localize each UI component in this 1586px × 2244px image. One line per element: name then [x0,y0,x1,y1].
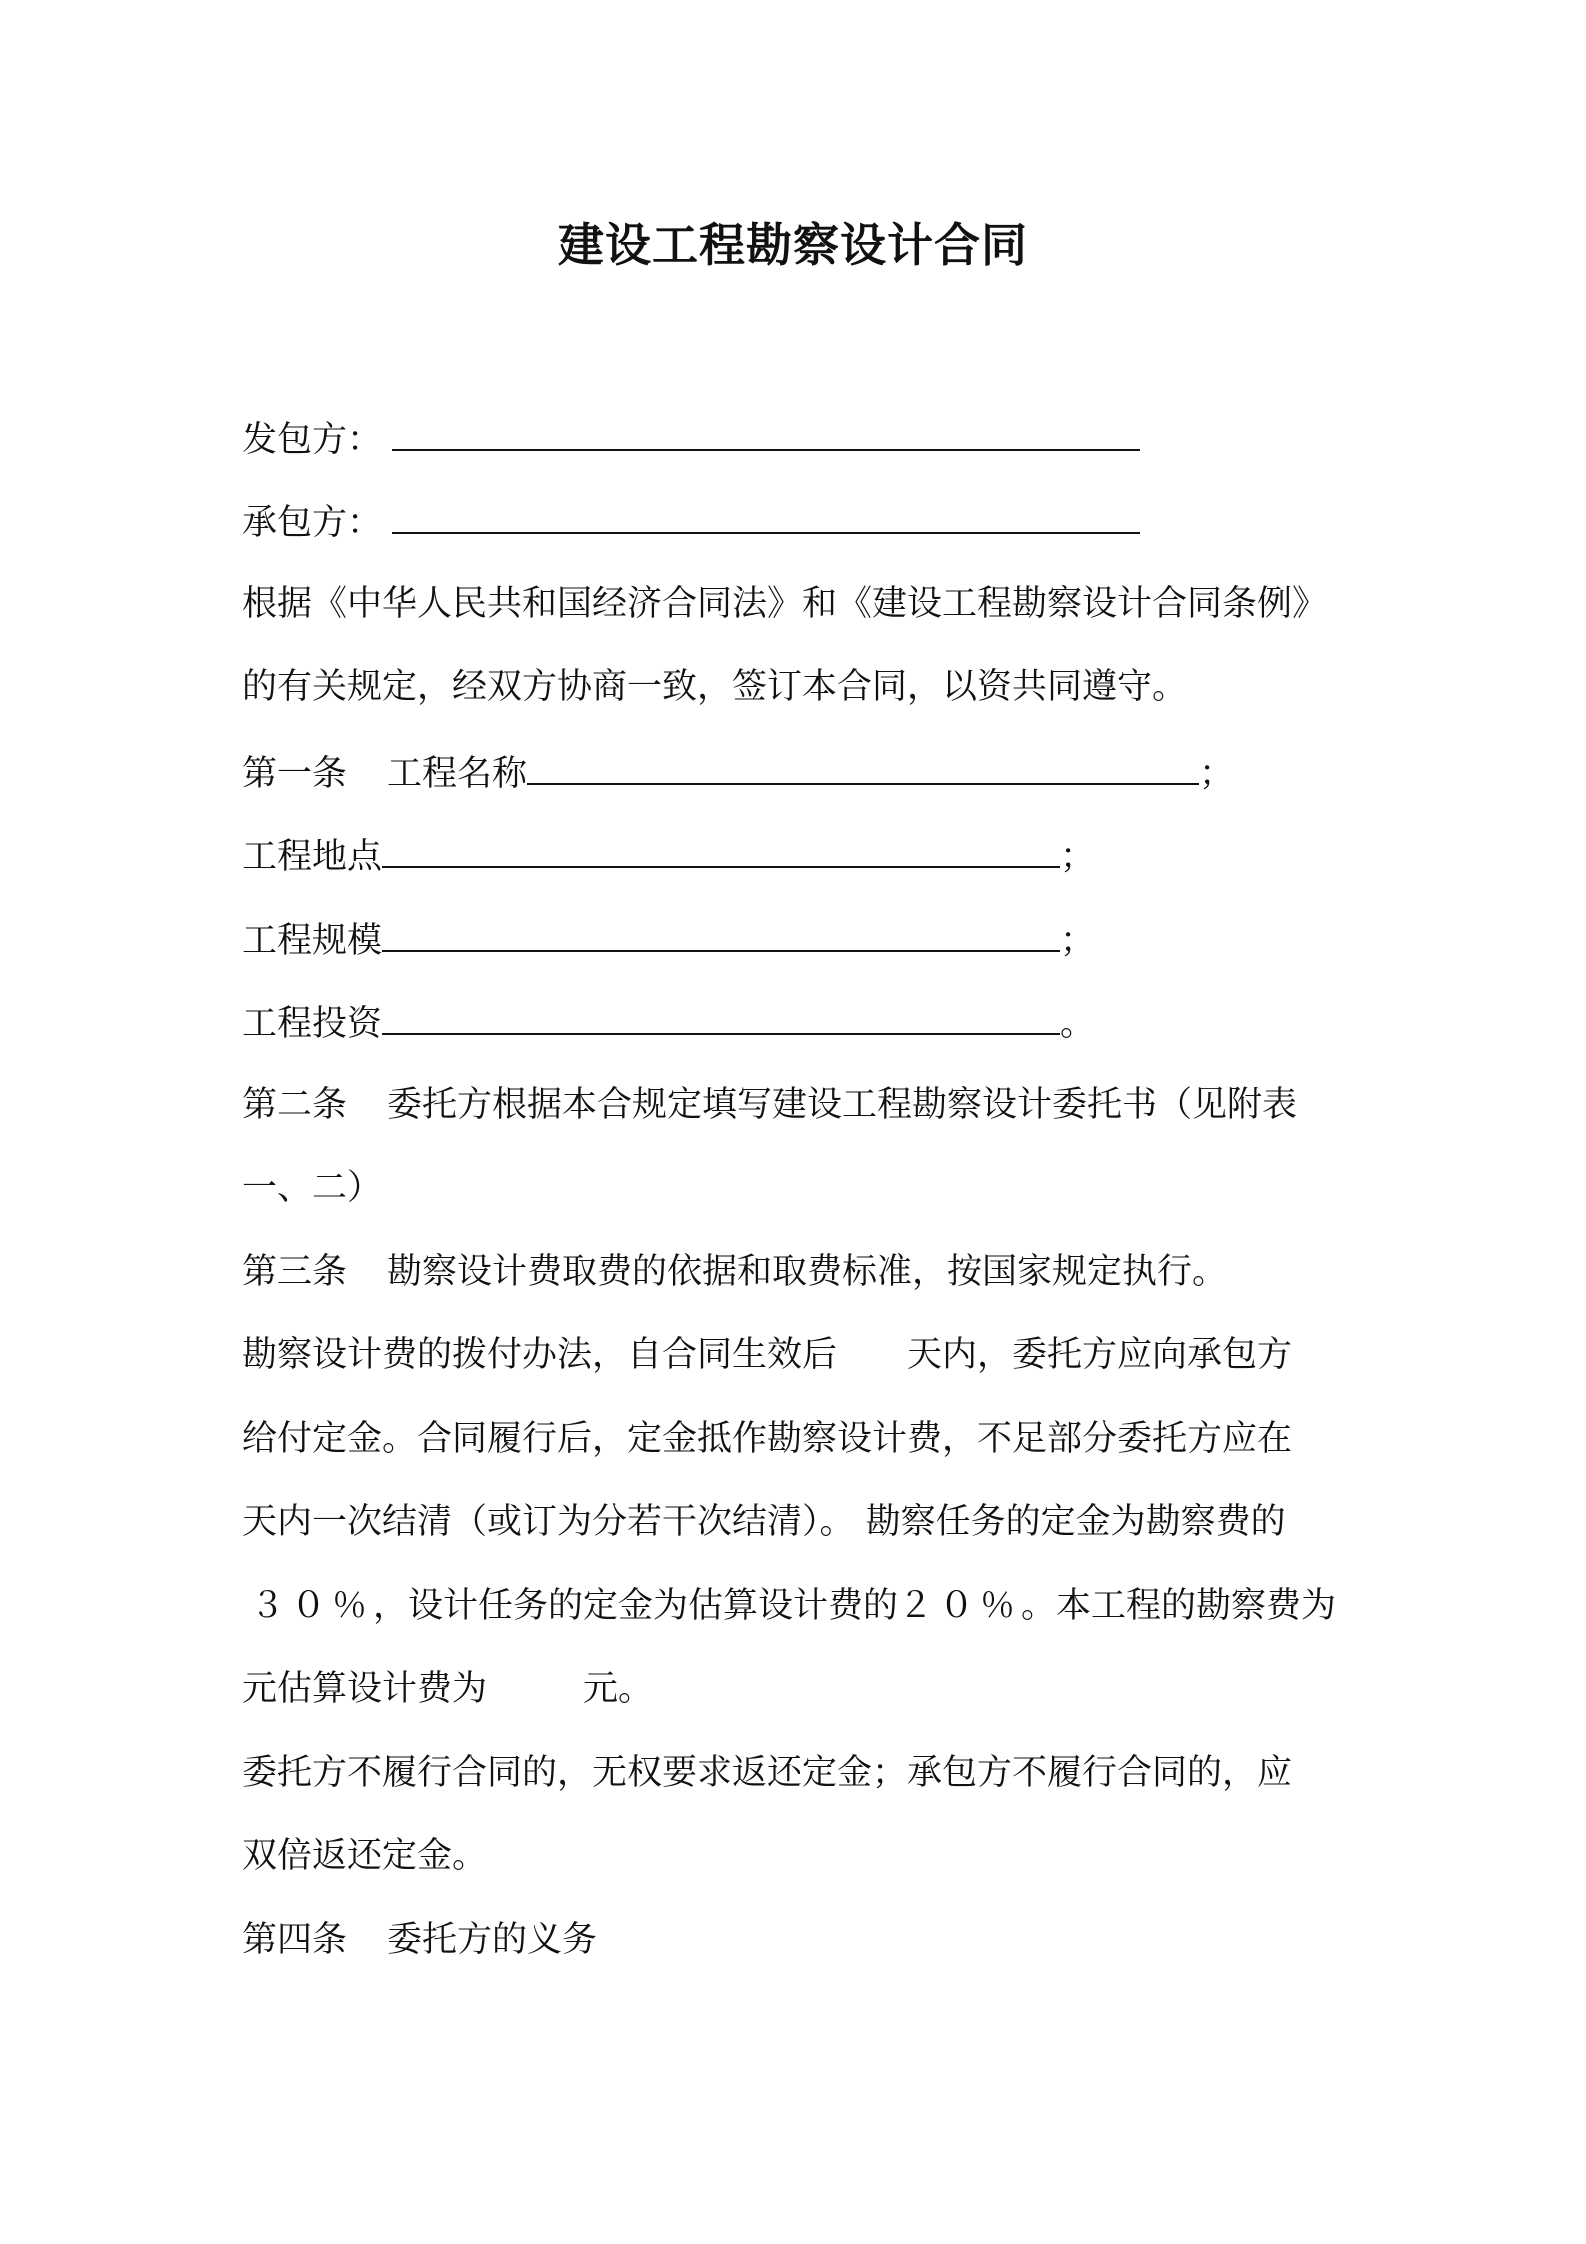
project-investment-label: 工程投资 [242,1004,383,1044]
article2-heading: 第二条 [242,1085,348,1125]
payment-text-a: 勘察设计费的拨付办法，自合同生效后 [242,1335,838,1375]
project-scale-blank[interactable] [382,914,1060,952]
breach-line-1: 委托方不履行合同的，无权要求返还定金；承包方不履行合同的，应 [242,1753,1293,1793]
payment-text-b: 天内，委托方应向承包方 [907,1335,1293,1375]
project-location-end: ； [1060,837,1096,877]
party-a-label: 发包方： [242,420,383,460]
article2-line-2: 一、二） [242,1168,383,1208]
design-deposit-rate: ２０％ [898,1586,1022,1626]
project-investment-blank[interactable] [382,997,1060,1035]
article3-line-1 [242,1248,1227,1296]
article1-heading: 第一条 [242,754,348,794]
payment-text-e: 元估算设计费为 [242,1669,488,1709]
project-name-label: 工程名称 [387,754,528,794]
article3-heading: 第三条 [242,1252,348,1292]
payment-line-5 [242,1665,653,1713]
payment-text-c: ，设计任务的定金为估算设计费的 [373,1586,899,1626]
project-scale-end: ； [1060,921,1096,961]
project-investment-row [242,997,1095,1045]
preamble-line-2: 的有关规定，经双方协商一致，签订本合同，以资共同遵守。 [242,667,1188,707]
payment-text-d: 。本工程的勘察费为 [1021,1586,1337,1626]
preamble-line-1: 根据《中华人民共和国经济合同法》和《建设工程勘察设计合同条例》 [242,584,1328,624]
article3-text: 勘察设计费取费的依据和取费标准，按国家规定执行。 [387,1252,1228,1292]
article4-line [242,1916,597,1964]
payment-text-f: 元。 [583,1669,654,1709]
party-a-blank[interactable] [392,413,1140,451]
project-name-end: ； [1199,754,1235,794]
payment-line-1 [242,1331,1292,1379]
article4-text: 委托方的义务 [387,1920,598,1960]
project-name-blank[interactable] [527,747,1199,785]
payment-line-4 [242,1582,1336,1630]
project-scale-label: 工程规模 [242,921,383,961]
party-b-label: 承包方： [242,503,383,543]
payment-line-3: 天内一次结清（或订为分若干次结清）。 勘察任务的定金为勘察费的 [242,1502,1286,1542]
party-b-row [242,496,1140,544]
party-b-blank[interactable] [392,496,1140,534]
article1-name-row [242,747,1234,795]
article2-text: 委托方根据本合规定填写建设工程勘察设计委托书（见附表 [387,1085,1298,1125]
article4-heading: 第四条 [242,1920,348,1960]
project-location-label: 工程地点 [242,837,383,877]
project-investment-end: 。 [1060,1004,1096,1044]
project-location-row [242,830,1095,878]
project-location-blank[interactable] [382,830,1060,868]
survey-deposit-rate: ３０％ [250,1586,374,1626]
breach-line-2: 双倍返还定金。 [242,1836,488,1876]
party-a-row [242,413,1140,461]
page-title: 建设工程勘察设计合同 [558,218,1028,272]
project-scale-row [242,914,1095,962]
payment-line-2: 给付定金。合同履行后，定金抵作勘察设计费，不足部分委托方应在 [242,1419,1293,1459]
article2-line-1 [242,1081,1297,1129]
